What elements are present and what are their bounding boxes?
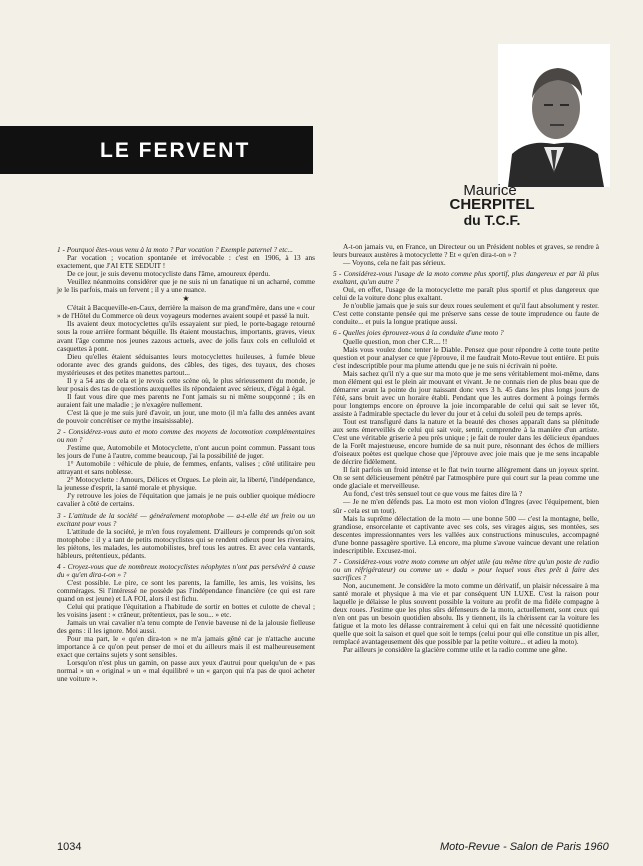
question-heading: 3 - L'attitude de la société — généralement motophobe — a-t-elle été un frein ou un excitant pour vous ? — [57, 510, 315, 528]
paragraph: Mais vous voulez donc tenter le Diable. Pensez que pour répondre à cette toute petite question et pour analyser ce que j'éprouve, il me faudrait Moto-Revue tout entière. Et puis c'est indescriptible pour ma plume attendu que je ne suis ni écrivain ni poète. — [333, 344, 599, 370]
paragraph: Il faut vous dire que mes parents ne l'ont jamais su ni même soupçonné ; ils en auraient fait une maladie ; je n'exagère nullement. — [57, 391, 315, 409]
paragraph: C'est possible. Le pire, ce sont les parents, la famille, les amis, les voisins, les commérages. Si l'intéressé ne possède pas l'indépendance financière (ce qui est rare quand on est jeune) et LA FOI, alors il est fichu. — [57, 577, 315, 603]
paragraph: — Voyons, cela ne fait pas sérieux. — [343, 258, 446, 268]
question-heading: 5 - Considérez-vous l'usage de la moto comme plus sportif, plus dangereux et par là plus exaltant, qu'un autre ? — [333, 269, 599, 287]
paragraph: Pour ma part, le « qu'en dira-ton » ne m'a jamais gêné car je n'attache aucune importance à ce qu'on peut penser de moi et du ailleurs mais il est malheureusement exact que certains sujets y sont sensibles. — [57, 634, 315, 660]
paragraph: Mais la suprême délectation de la moto — une bonne 500 — c'est la montagne, belle, grandiose, ensorcelante et captivante avec ses cols, ses virages aigus, ses montées, ses descentes impressionnantes vers les vallées aux constructions minuscules, accompagné d'une bonne passagère sportive. Là encore, ma plume s'avoue vaincue devant une relation indescriptible. Excusez-moi. — [333, 513, 599, 555]
author-photo — [498, 44, 610, 187]
paragraph: Tout est transfiguré dans la nature et la beauté des choses apparaît dans sa plénitude aux sens émerveillés de celui qui sait voir, sentir, comprendre à la manière d'un artiste. C'est une véritable griserie à peu près unique ; je fait de rouler dans les délicieux épandues de la Forêt majestueuse, encore humide de sa nuit pure, résonnant des échos de milliers d'oiseaux poètes est quelque chose que j'éprouve avec joie mais que je me sens incapable de décrire fidèlement. — [333, 416, 599, 467]
paragraph: Par vocation ; vocation spontanée et irrévocable : c'est en 1906, à 13 ans exactement, que J'AI ETE SEDUIT ! — [57, 253, 315, 271]
paragraph: Il fait parfois un froid intense et le flat twin tourne allègrement dans un joyeux sprint. On se sent délicieusement pénétré par l'atmosphère pure qui court sur la peau comme une onde glaciale et merveilleuse. — [333, 465, 599, 491]
author-last-name: CHERPITEL — [449, 196, 535, 213]
paragraph: J'estime que, Automobile et Motocyclette, n'ont aucun point commun. Passant tous les jours de l'une à l'autre, comme beaucoup, j'ai la possibilité de juger. — [57, 443, 315, 461]
paragraph: Veuillez néanmoins considérer que je ne suis ni un fanatique ni un acharné, comme je le lis parfois, mais un fervent ; il y a une nuance. — [57, 277, 315, 295]
paragraph: Lorsqu'on n'est plus un gamin, on passe aux yeux d'autrui pour quelqu'un de « pas normal » un « original » un « mal équilibré » un « garçon qui n'a pas de quoi acheter une voiture ». — [57, 658, 315, 684]
paragraph: Je n'oublie jamais que je suis sur deux roues seulement et qu'il faut absolument y rester. C'est cette constante pensée qui me préserve sans cesse de toute imprudence ou faute de conduite... et puis la longue pratique aussi. — [333, 301, 599, 327]
page-number: 1034 — [57, 841, 82, 853]
paragraph: Jamais un vrai cavalier n'a tenu compte de l'envie baveuse ni de la jalousie fielleuse des gens : il les ignore. Moi aussi. — [57, 618, 315, 636]
left-text-column — [57, 243, 315, 683]
paragraph: L'attitude de la société, je m'en fous royalement. D'ailleurs je comprends qu'on soit motophobe : il y a tant de petits motocyclistes qui se rendent odieux pour les riverains, les piétons, les malades, les automobilistes, bref tous les autres. Et avec cela vantards, hâbleurs, prétentieux, pédants. — [57, 526, 315, 560]
paragraph: Ils avaient deux motocyclettes qu'ils essayaient sur pied, le porte-bagage retourné sous la roue arrière formant béquille. Ils étaient moustachus, importants, graves, vieux avant l'âge comme nos jeunes zazous actuels, avec de jolis faux cols en celluloïd et casquettes à pont. — [57, 319, 315, 353]
paragraph: 2° Motocyclette : Amours, Délices et Orgues. Le plein air, la liberté, l'indépendance, la jeunesse d'esprit, la santé morale et physique. — [57, 475, 315, 493]
paragraph: J'y retrouve les joies de l'équitation que jamais je ne puis oublier quoique médiocre cavalier à côté de certains. — [57, 491, 315, 509]
question-heading: 2 - Considérez-vous auto et moto comme des moyens de locomotion complémentaires ou non ? — [57, 427, 315, 445]
publication-footer: Moto-Revue - Salon de Paris 1960 — [440, 841, 609, 853]
author-organization: du T.C.F. — [463, 212, 521, 228]
paragraph: Oui, en effet, l'usage de la motocyclette me paraît plus sportif et plus dangereux que celui de la voiture donc plus exaltant. — [333, 285, 599, 303]
paragraph: A-t-on jamais vu, en France, un Directeur ou un Président nobles et graves, se rendre à leurs bureaux austères à motocyclette ? Et « qu'en dira-t-on » ? — [333, 242, 599, 260]
paragraph: Celui qui pratique l'équitation a l'habitude de sortir en bottes et culotte de cheval ; les voisins jasent : « crâneur, prétentieux, pas le sou... » etc. — [57, 602, 315, 620]
paragraph: 1° Automobile : véhicule de pluie, de femmes, enfants, valises ; côté utilitaire peu attrayant et sans noblesse. — [57, 459, 315, 477]
paragraph: C'est là que je me suis juré d'avoir, un jour, une moto (il m'a fallu des années avant de pouvoir concrétiser ce mythe insaisissable). — [57, 407, 315, 425]
question-heading: 6 - Quelles joies éprouvez-vous à la conduite d'une moto ? — [333, 328, 504, 338]
paragraph: Non, aucunement. Je considère la moto comme un dérivatif, un plaisir nécessaire à ma santé morale et physique à ma vie et par conséquent UN LUXE. C'est la raison pour laquelle je délaisse le plus souvent possible la voiture au profit de ma fidèle compagne à deux roues. J'estime que les plus sûrs défenseurs de la moto, actuellement, sont ceux qui n'en ont pas un besoin quotidien absolu. Ils y tiennent, ils la chérissent car la voiture les fatigue et la moto les délasse contrairement à celui qui en fait une nécessité quotidienne quelle que soit la saison et quel que soit le temps (celui pour qui elle constitue un pis aller, remplacé avantageusement dès que possible par la petite voiture... et adieu la moto). — [333, 580, 599, 647]
paragraph: Au fond, c'est très sensuel tout ce que vous me faites dire là ? — [343, 489, 523, 499]
paragraph: C'était à Bacqueville-en-Caux, derrière la maison de ma grand'mère, dans une « cour » de l'Hôtel du Commerce où deux voyageurs modernes avaient soupé et passé la nuit. — [57, 303, 315, 321]
paragraph: Par ailleurs je considère la glacière comme utile et la radio comme une gêne. — [343, 645, 568, 655]
question-heading: 1 - Pourquoi êtes-vous venu à la moto ? Par vocation ? Exemple paternel ? etc... — [57, 245, 294, 254]
section-separator: ★ — [182, 294, 190, 304]
paragraph: — Je ne m'en défends pas. La moto est mon violon d'Ingres (avec l'équipement, bien sûr - cela est un tout). — [333, 497, 599, 515]
question-heading: 7 - Considérez-vous votre moto comme un objet utile (au même titre qu'un poste de radio ou un réfrigérateur) ou comme un « dada » pour lequel vous êtes prêt à faire des sacrifices ? — [333, 556, 599, 582]
paragraph: Il y a 54 ans de cela et je revois cette scène où, le plus sérieusement du monde, je leur posais des tas de questions auxquelles ils répondaient avec sérieux, d'égal à égal. — [57, 375, 315, 393]
paragraph: De ce jour, je suis devenu motocycliste dans l'âme, amoureux éperdu. — [67, 269, 271, 279]
author-first-name: Maurice — [463, 182, 517, 199]
paragraph: Mais sachez qu'il n'y a que sur ma moto que je me sens véritablement moi-même, dans mon élément qui est le plein air mouvant et vivant. Je ne connais rien de plus beau que de démarrer avant la pointe du jour naissant donc vers 3 h. 45 dans les plus longs jours de l'été, sans bruit avec un horaire établi. Pendant que les autres dorment à poings fermés pour longtemps encore on éprouve la joie incomparable de celui qui sait se lever tôt, assiste à l'admirable spectacle du lever du jour et à celui du soleil peu de temps après. — [333, 368, 599, 418]
paragraph: Quelle question, mon cher C.R.... !! — [343, 336, 448, 346]
question-heading: 4 - Croyez-vous que de nombreux motocyclistes néophytes n'ont pas persévéré à cause du « qu'en dira-t-on » ? — [57, 561, 315, 579]
paragraph: Dieu qu'elles étaient séduisantes leurs motocyclettes huileuses, à fumée bleue odorante avec des grands guidons, des câbles, des tiges, des tuyaux, des choses mystérieuses et des petites manettes partout... — [57, 351, 315, 377]
right-text-column — [333, 243, 599, 654]
article-title: LE FERVENT — [100, 139, 251, 162]
